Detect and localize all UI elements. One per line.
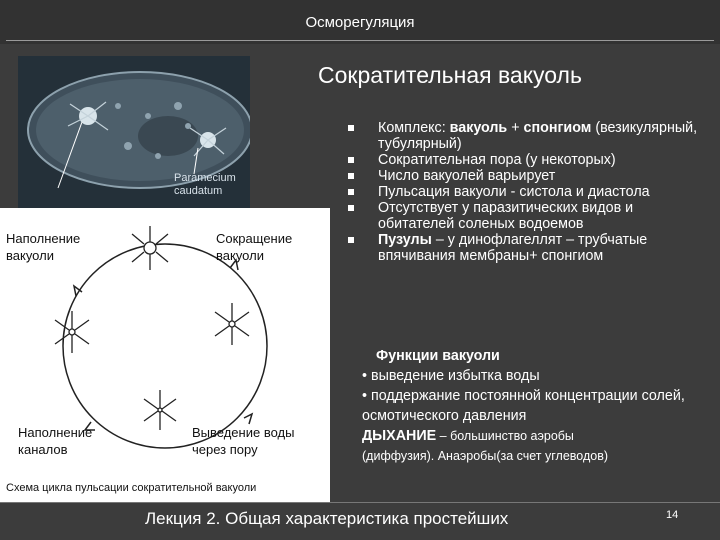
functions-heading: Функции вакуоли [376, 348, 500, 364]
label-fill-vacuole [6, 230, 80, 264]
vacuole-functions [362, 346, 712, 466]
bullet-marker [348, 173, 354, 179]
function-breathing: ДЫХАНИЕ – большинство аэробы [362, 428, 574, 444]
label-fill-channels [18, 424, 92, 458]
function-item-1: • выведение избытка воды [362, 368, 540, 384]
lecture-footer: Лекция 2. Общая характеристика простейших [145, 509, 509, 528]
bullet-pore: Сократительная пора (у некоторых) [348, 152, 708, 168]
section-title: Осморегуляция [305, 14, 415, 31]
bullet-marker [348, 157, 354, 163]
footer-divider [0, 502, 720, 503]
bullet-marker [348, 205, 354, 211]
bullet-list [348, 120, 708, 264]
bullet-pusules: Пузулы – у динофлагеллят – трубчатые впячивания мембраны+ спонгиом [348, 232, 708, 264]
label-contraction-line2: вакуоли [216, 248, 264, 263]
label-expel-water [192, 424, 294, 458]
vacuole-stage-2 [215, 303, 249, 345]
bullet-count: Число вакуолей варьирует [348, 168, 708, 184]
bullet-marker [348, 125, 354, 131]
species-epithet: caudatum [174, 185, 223, 197]
slide-heading: Сократительная вакуоль [318, 62, 582, 88]
label-fill-channels-line2: каналов [18, 442, 68, 457]
vacuole-stage-3 [144, 390, 176, 430]
title-divider [6, 40, 714, 41]
species-genus: Paramecium [174, 172, 236, 184]
bullet-complex: Комплекс: вакуоль + спонгиом (везикулярный, тубулярный) [348, 120, 708, 152]
label-fill-vacuole-line1: Наполнение [6, 231, 81, 246]
function-breathing-detail: (диффузия). Анаэробы(за счет углеводов) [362, 449, 609, 463]
title-bar [0, 0, 720, 44]
bullet-pulsation: Пульсация вакуоли - систола и диастола [348, 184, 708, 200]
page-number: 14 [666, 509, 679, 521]
species-label [174, 172, 236, 198]
label-expel-water-line2: через пору [192, 442, 258, 457]
vacuole-cycle-diagram [0, 208, 330, 502]
label-expel-water-line1: Выведение воды [192, 425, 295, 440]
vacuole-stage-4 [55, 311, 89, 353]
bullet-marker [348, 237, 354, 243]
label-contraction-line1: Сокращение [216, 231, 293, 246]
label-fill-vacuole-line2: вакуоли [6, 248, 54, 263]
label-contraction [216, 230, 292, 264]
function-item-2: • поддержание постоянной концентрации солей, осмотического давления [362, 388, 685, 424]
diagram-caption: Схема цикла пульсации сократительной вакуоли [6, 482, 257, 494]
label-fill-channels-line1: Наполнение [18, 425, 93, 440]
bullet-marker [348, 189, 354, 195]
bullet-absent: Отсутствует у паразитических видов и обитателей соленых водоемов [348, 200, 708, 232]
